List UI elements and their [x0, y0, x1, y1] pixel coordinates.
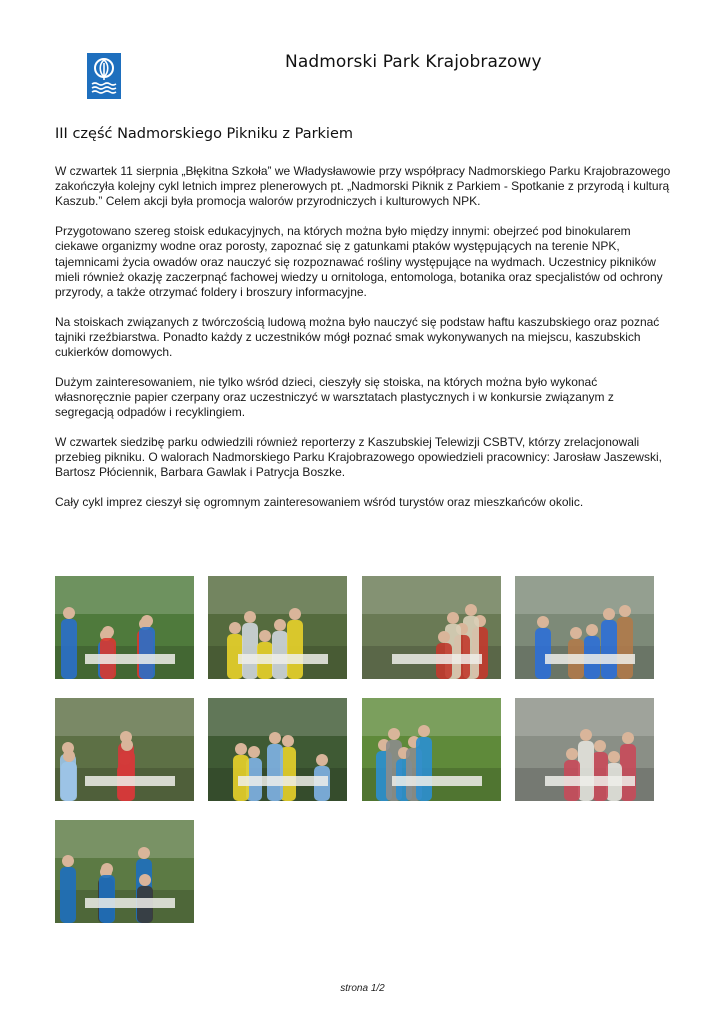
article-paragraph: Na stoiskach związanych z twórczością ludową można było nauczyć się podstaw haftu kaszubskiego oraz poznać tajniki rzeźbiarstwa. Ponadto każdy z uczestników mógł poznać smak wykonywanych na miejscu, kaszubskich cukierków domowych.	[55, 314, 660, 360]
photo-outdoor-lawn	[362, 698, 501, 801]
article-paragraph: Dużym zainteresowaniem, nie tylko wśród dzieci, cieszyły się stoiska, na których można było wykonać własnoręcznie papier czerpany oraz uczestniczyć w warsztatach plastycznych i w konkursie związanym z segregacją odpadów i recyklingiem.	[55, 374, 614, 420]
photo-dune-plants-table	[362, 576, 501, 679]
org-name: Nadmorski Park Krajobrazowy	[285, 52, 542, 72]
photo-paper-craft	[515, 698, 654, 801]
photo-children-workshop	[55, 698, 194, 801]
article-paragraph: W czwartek siedzibę parku odwiedzili również reporterzy z Kaszubskiej Telewizji CSBTV, którzy zrelacjonowali przebieg pikniku. O walorach Nadmorskiego Parku Krajobrazowego opowiedzieli pracownicy: Jarosław Jaszewski, Bartosz Płóciennik, Barbara Gawlak i Patrycja Boszke.	[55, 434, 662, 480]
article-body	[55, 164, 675, 525]
park-logo	[87, 53, 121, 99]
photo-tv-camera	[55, 820, 194, 923]
article-paragraph: Cały cykl imprez cieszył się ogromnym zainteresowaniem wśród turystów oraz mieszkańców okolic.	[55, 494, 584, 509]
page-number: strona 1/2	[340, 983, 385, 994]
photo-microscope-table	[208, 576, 347, 679]
photo-umbrella-stand	[55, 576, 194, 679]
park-leaf-waves-icon	[87, 53, 121, 99]
photo-blue-raincoat	[515, 576, 654, 679]
article-paragraph: Przygotowano szereg stoisk edukacyjnych, na których można było między innymi: obejrzeć pod binokularem ciekawe organizmy wodne oraz porosty, zapoznać się z gatunkami ptaków występujących na terenie NPK, tajemnicami życia owadów oraz nauczyć się rozpoznawać rośliny występujące na wydmach. Uczestnicy pikników mieli również okazję zaczerpnąć fachowej wiedzy u ornitologa, entomologa, botanika oraz specjalistów od ochrony przyrody, a także otrzymać foldery i broszury informacyjne.	[55, 224, 663, 299]
article-title: III część Nadmorskiego Pikniku z Parkiem	[55, 126, 354, 142]
photo-light-blue-hood	[208, 698, 347, 801]
article-paragraph: W czwartek 11 sierpnia „Błękitna Szkoła” we Władysławowie przy współpracy Nadmorskiego Parku Krajobrazowego zakończyła kolejny cykl letnich imprez plenerowych pt. „Nadmorski Piknik z Parkiem - Spotkanie z przyrodą i kulturą Kaszub.” Celem akcji była promocja walorów przyrodniczych i kulturowych NPK.	[55, 164, 671, 209]
